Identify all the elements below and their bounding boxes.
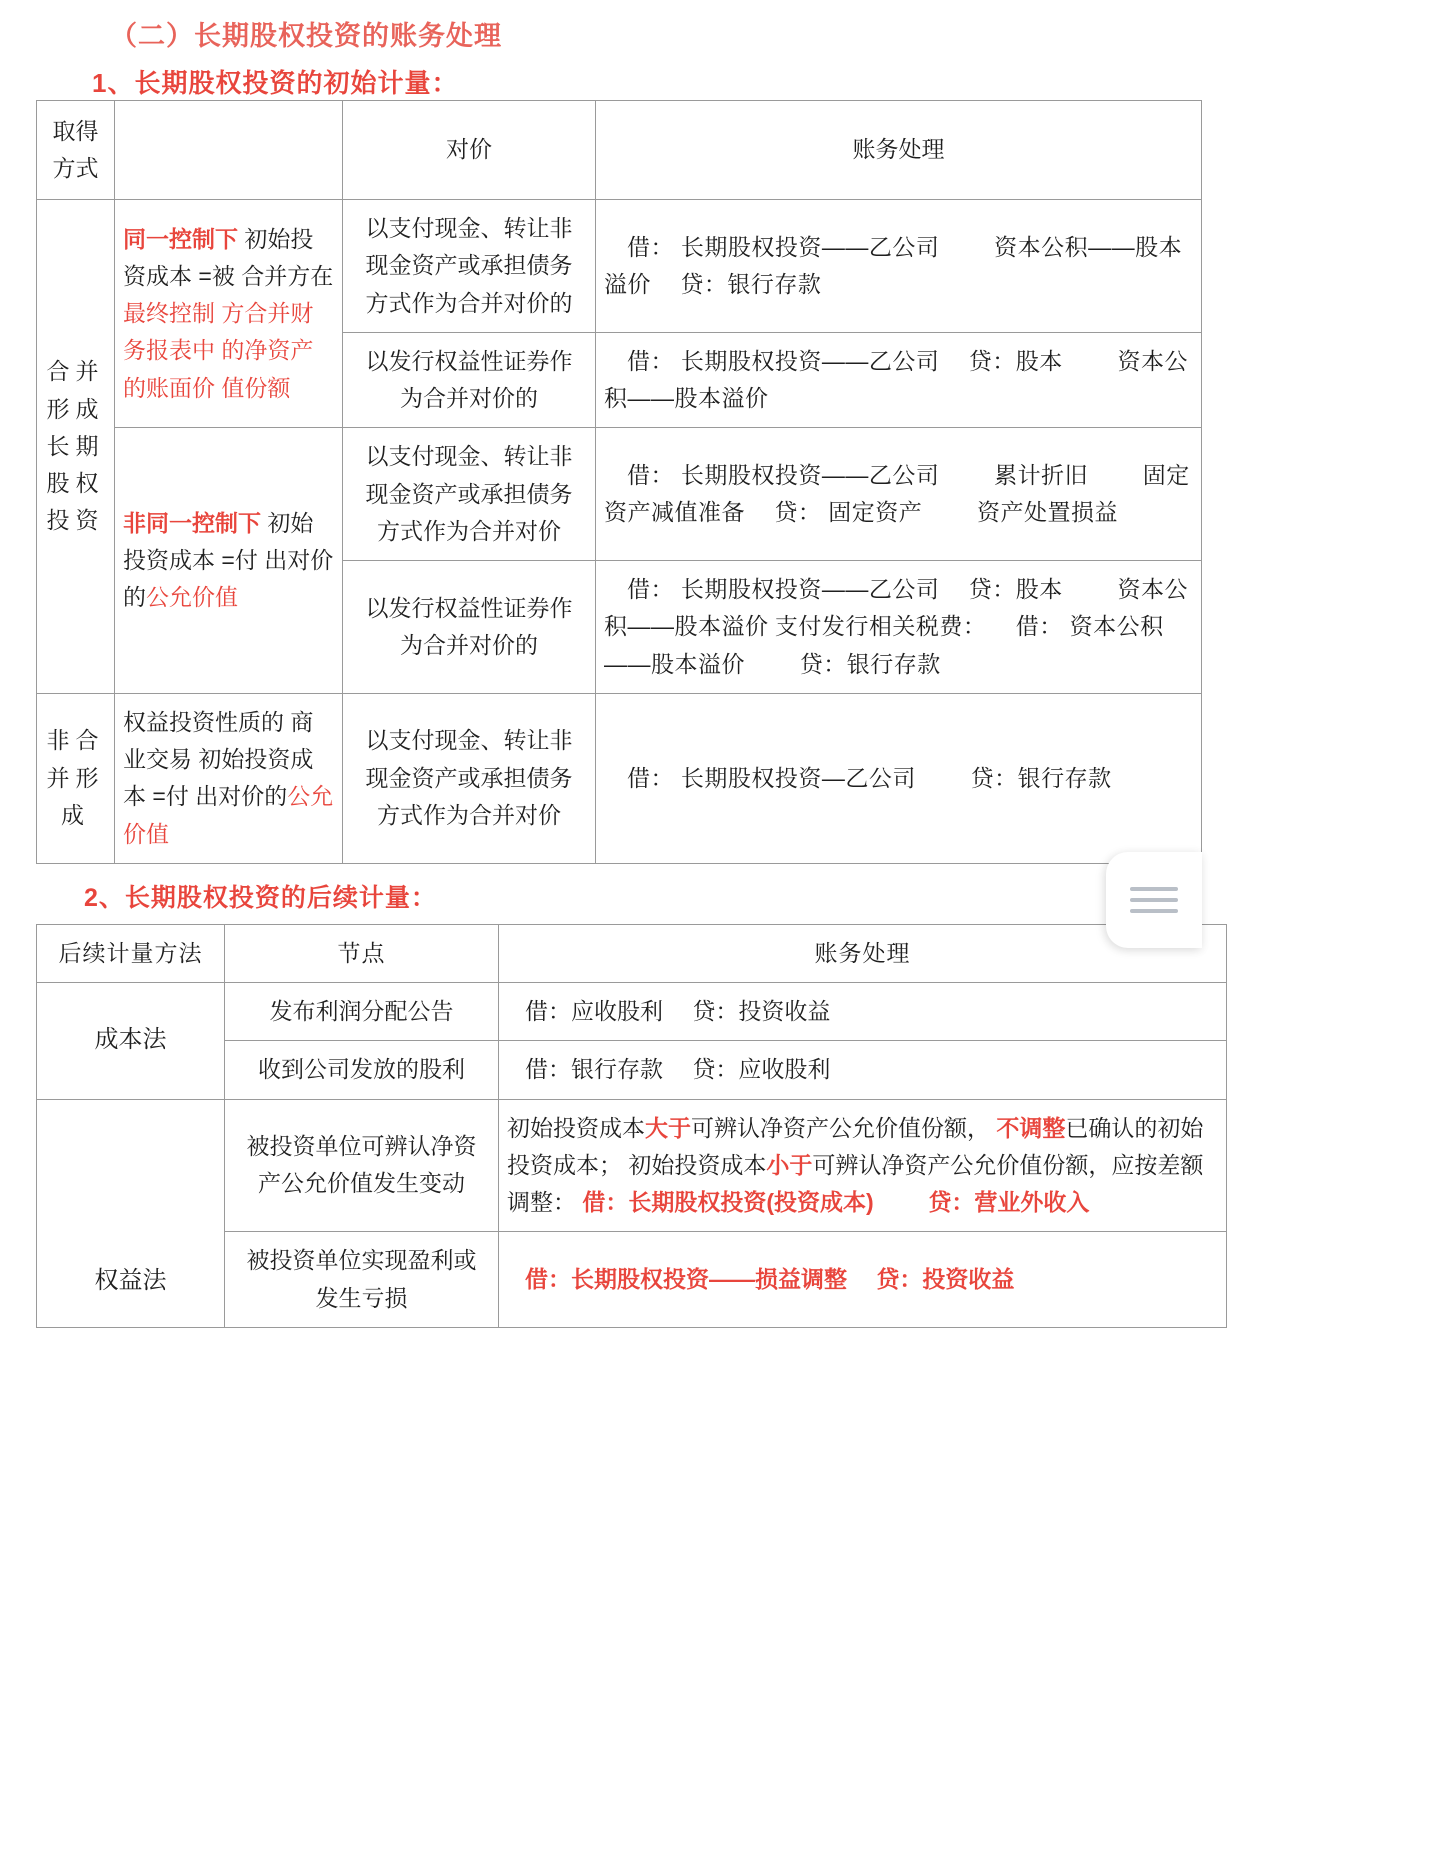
cell-node-profit-loss: 被投资单位实现盈利或 发生亏损	[225, 1232, 499, 1328]
part1-heading: 1、长期股权投资的初始计量：	[92, 68, 459, 98]
header-consideration: 对价	[343, 101, 596, 200]
header-blank	[115, 101, 343, 200]
cell-entry-profit-loss: 借：长期股权投资——损益调整 贷：投资收益	[499, 1232, 1227, 1328]
subsequent-measurement-table	[36, 924, 1227, 1328]
header-subsequent-method: 后续计量方法	[37, 924, 225, 982]
table-row	[37, 200, 1202, 333]
table-row	[37, 693, 1202, 863]
cell-node-dividend-received: 收到公司发放的股利	[225, 1041, 499, 1099]
row-label-merger-formed: 合并 形成 长期 股权 投资	[37, 200, 115, 694]
cell-entry-profit-announcement: 借：应收股利 贷：投资收益	[499, 983, 1227, 1041]
cell-consideration-cash-2: 以支付现金、转让非 现金资产或承担债务 方式作为合并对价	[343, 428, 596, 561]
cell-entry-same-control-cash: 借： 长期股权投资——乙公司 资本公积——股本溢价 贷：银行存款	[596, 200, 1202, 333]
cell-same-control-definition: 同一控制下 初始投资成本 =被 合并方在最终控制 方合并财务报表中 的净资产的账面价 值份额	[115, 200, 343, 428]
cell-node-fv-change: 被投资单位可辨认净资 产公允价值发生变动	[225, 1099, 499, 1232]
floating-menu-button[interactable]	[1106, 852, 1202, 948]
row-label-cost-method: 成本法	[37, 983, 225, 1100]
cell-entry-non-same-control-cash: 借： 长期股权投资——乙公司 累计折旧 固定资产减值准备 贷： 固定资产 资产处置损益	[596, 428, 1202, 561]
cell-entry-non-merge-cash: 借： 长期股权投资—乙公司 贷：银行存款	[596, 693, 1202, 863]
cell-entry-fv-change: 初始投资成本大于可辨认净资产公允价值份额， 不调整已确认的初始投资成本； 初始投资成本小于可辨认净资产公允价值份额，应按差额调整： 借：长期股权投资(投资成本) 贷：营业外收入	[499, 1099, 1227, 1232]
cell-entry-non-same-control-equity: 借： 长期股权投资——乙公司 贷：股本 资本公积——股本溢价 支付发行相关税费： 借： 资本公积——股本溢价 贷：银行存款	[596, 561, 1202, 694]
initial-measurement-table	[36, 100, 1202, 864]
cell-consideration-equity-1: 以发行权益性证券作 为合并对价的	[343, 332, 596, 428]
table-header-row	[37, 924, 1227, 982]
section-heading: （二）长期股权投资的账务处理	[110, 21, 502, 51]
table-row	[37, 983, 1227, 1041]
header-accounting-treatment-2: 账务处理	[499, 924, 1227, 982]
row-label-non-merger-formed: 非合 并形 成	[37, 693, 115, 863]
hamburger-menu-icon[interactable]	[1130, 880, 1178, 920]
part2-heading: 2、长期股权投资的后续计量：	[84, 883, 437, 912]
table-row	[37, 1099, 1227, 1232]
row-label-equity-method: 权益法	[37, 1099, 225, 1327]
header-acquisition-method: 取得 方式	[37, 101, 115, 200]
header-accounting-treatment: 账务处理	[596, 101, 1202, 200]
cell-non-merge-definition: 权益投资性质的 商业交易 初始投资成本 =付 出对价的公允价值	[115, 693, 343, 863]
cell-consideration-cash-3: 以支付现金、转让非 现金资产或承担债务 方式作为合并对价	[343, 693, 596, 863]
table-header-row	[37, 101, 1202, 200]
cell-consideration-cash-1: 以支付现金、转让非 现金资产或承担债务 方式作为合并对价的	[343, 200, 596, 333]
header-node: 节点	[225, 924, 499, 982]
cell-entry-dividend-received: 借：银行存款 贷：应收股利	[499, 1041, 1227, 1099]
cell-entry-same-control-equity: 借： 长期股权投资——乙公司 贷：股本 资本公积——股本溢价	[596, 332, 1202, 428]
cell-node-profit-announcement: 发布利润分配公告	[225, 983, 499, 1041]
cell-non-same-control-definition: 非同一控制下 初始投资成本 =付 出对价的公允价值	[115, 428, 343, 694]
table-row	[37, 428, 1202, 561]
cell-consideration-equity-2: 以发行权益性证券作 为合并对价的	[343, 561, 596, 694]
